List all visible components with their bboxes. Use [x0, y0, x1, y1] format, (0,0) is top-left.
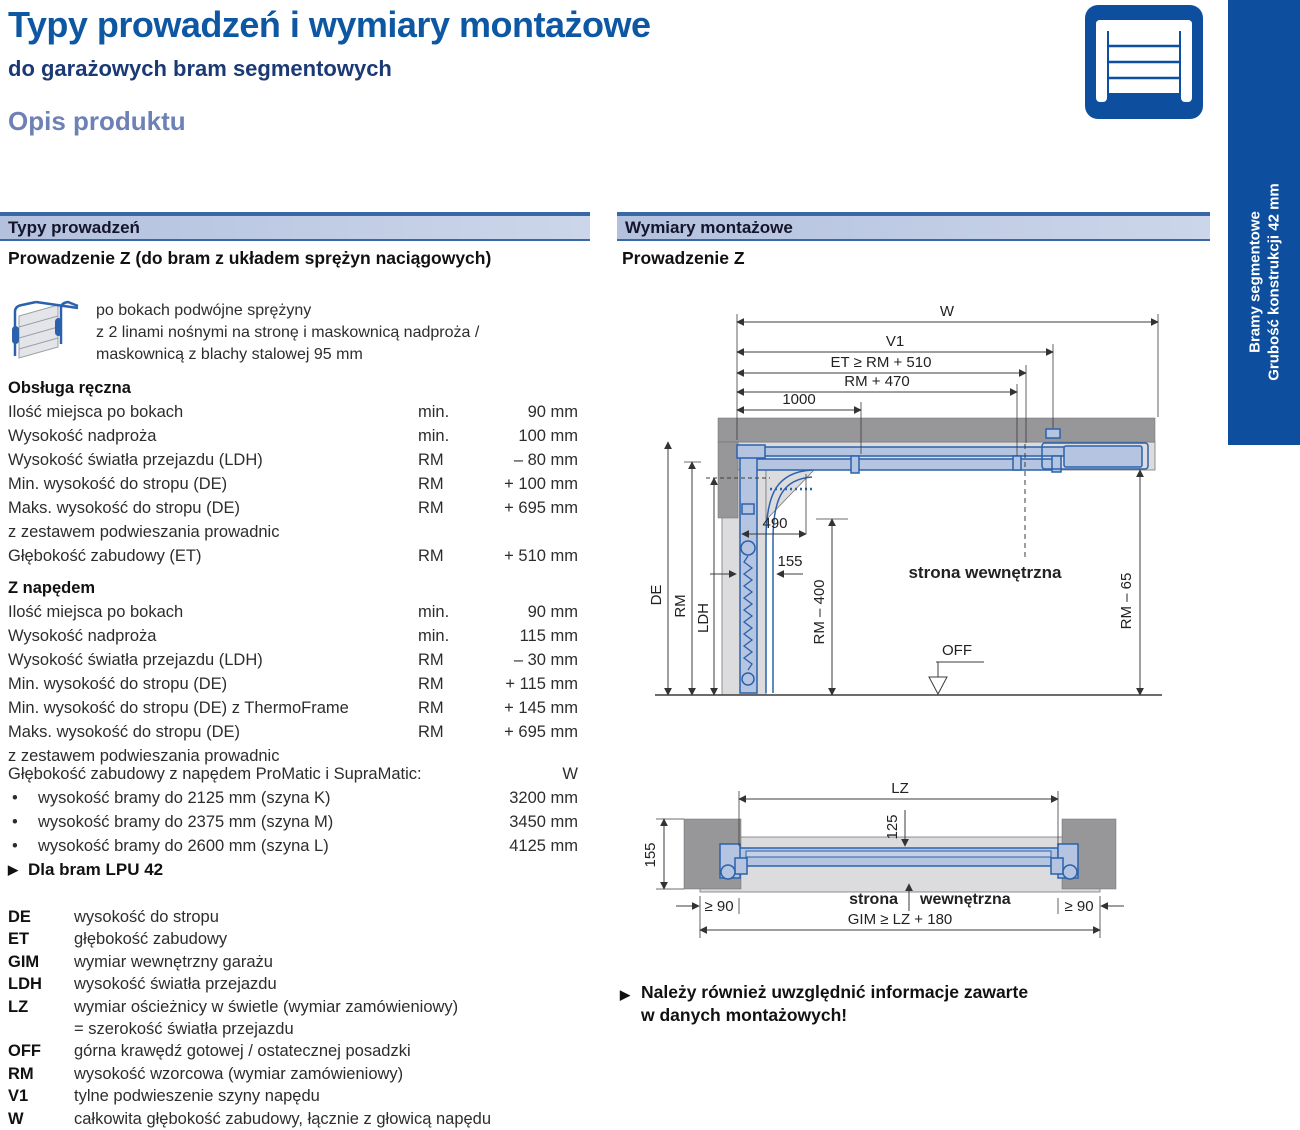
inner-side-label-right: wewnętrzna [920, 891, 1011, 908]
drive-heading: Z napędem [8, 579, 96, 597]
table-row: Min. wysokość do stropu (DE) RM + 115 mm [8, 675, 578, 693]
manual-operation-table [8, 376, 578, 568]
legend-row: = szerokość światła przejazdu [74, 1020, 294, 1039]
dim-490-label: 490 [762, 515, 788, 532]
floor-level-symbol [929, 677, 947, 694]
table-row: Min. wysokość do stropu (DE) z ThermoFrame RM + 145 mm [8, 699, 578, 717]
section-heading: Opis produktu [8, 106, 186, 136]
page-title: Typy prowadzeń i wymiary montażowe [8, 4, 651, 45]
manual-heading: Obsługa ręczna [8, 379, 131, 397]
dim-v1-label: V1 [885, 333, 905, 350]
pointer-icon: ▶ [620, 987, 630, 1002]
legend-row: W całkowita głębokość zabudowy, łącznie z głowicą napędu [8, 1109, 492, 1128]
dim-155-plan-label: 155 [642, 842, 659, 868]
dim-90-right-label: ≥ 90 [1064, 898, 1094, 915]
spring-console [737, 445, 765, 458]
dim-rm470-label: RM + 470 [844, 373, 910, 390]
right-section-bar-title: Wymiary montażowe [625, 218, 793, 237]
dim-rm-label: RM [672, 594, 689, 618]
legend-row: RM wysokość wzorcowa (wymiar zamówieniowy) [8, 1064, 404, 1083]
rail-ceiling-clamp [1046, 429, 1060, 438]
cable-drum [741, 541, 755, 555]
dim-w-label: W [939, 303, 955, 320]
chapter-tab-line2: Grubość konstrukcji 42 mm [1265, 183, 1283, 381]
operator-rail [742, 447, 1100, 456]
for-doors-note: ▶ Dla bram LPU 42 [8, 860, 164, 879]
table-row: Wysokość nadproża min. 115 mm [8, 627, 578, 645]
depth-heading-row [8, 762, 578, 786]
left-section-bar [0, 212, 590, 241]
right-section-bar [617, 212, 1210, 241]
abbreviation-legend [8, 906, 580, 1130]
with-operator-table [8, 576, 578, 768]
dim-ldh-label: LDH [695, 602, 712, 634]
pointer-icon: ▶ [8, 862, 18, 877]
track-feature-text: po bokach podwójne sprężyny z 2 linami nośnymi na stronę i maskownicą nadproża / maskownicą z blachy stalowej 95 mm [96, 302, 480, 363]
lintel-wall [718, 442, 738, 518]
dim-gim-label: GIM ≥ LZ + 180 [847, 911, 953, 928]
dim-90-left-label: ≥ 90 [704, 898, 734, 915]
installation-note [620, 981, 1028, 1027]
roller-right [1063, 865, 1077, 879]
roller-left [721, 865, 735, 879]
dim-1000-label: 1000 [782, 391, 816, 408]
table-row: • wysokość bramy do 2375 mm (szyna M) 3450 mm [12, 813, 578, 831]
legend-row: V1 tylne podwieszenie szyny napędu [8, 1087, 320, 1106]
dim-lz-label: LZ [891, 780, 909, 797]
installation-note-text: Należy również uwzględnić informacje zawarte w danych montażowych! [641, 982, 1029, 1025]
table-row: Ilość miejsca po bokach min. 90 mm [8, 603, 578, 621]
table-row: Min. wysokość do stropu (DE) RM + 100 mm [8, 475, 578, 493]
table-row: Maks. wysokość do stropu (DE) RM + 695 mm [8, 499, 578, 517]
dim-rm400-label: RM – 400 [811, 579, 828, 645]
depth-col-label: W [562, 765, 578, 783]
legend-row: GIM wymiar wewnętrzny garażu [8, 952, 273, 971]
dim-et-label: ET ≥ RM + 510 [830, 354, 932, 371]
roller-holder-left [735, 858, 747, 874]
door-leaf-face [746, 851, 1051, 857]
left-section-bar-title: Typy prowadzeń [8, 218, 140, 237]
bottom-roller [742, 673, 754, 685]
page-subtitle: do garażowych bram segmentowych [8, 56, 392, 81]
ceiling-slab [718, 418, 1155, 442]
off-label: OFF [942, 642, 972, 659]
plan-view-diagram [615, 770, 1200, 945]
sectional-door-icon [1085, 5, 1203, 121]
legend-row: OFF górna krawędź gotowej / ostatecznej posadzki [8, 1042, 411, 1061]
legend-row: ET głębokość zabudowy [8, 930, 228, 949]
roller-holder-right [1051, 858, 1063, 874]
table-row: • wysokość bramy do 2125 mm (szyna K) 3200 mm [12, 789, 578, 807]
side-view-diagram [615, 285, 1200, 715]
dim-rm65-label: RM – 65 [1118, 572, 1135, 630]
table-row: Wysokość światła przejazdu (LDH) RM – 30 mm [8, 651, 578, 669]
legend-row: LDH wysokość światła przejazdu [8, 975, 277, 994]
chapter-tab [1228, 0, 1300, 445]
z-track-schematic-icon [6, 294, 80, 364]
legend-row: LZ wymiar ościeżnicy w świetle (wymiar zamówieniowy) [8, 997, 459, 1016]
inner-side-label-left: strona [849, 891, 898, 908]
operator-head [1064, 446, 1142, 467]
table-row: Ilość miejsca po bokach min. 90 mm [8, 403, 578, 421]
chapter-tab-text [1229, 0, 1300, 445]
table-row: • wysokość bramy do 2600 mm (szyna L) 4125 mm [12, 837, 578, 855]
dim-155-label: 155 [777, 553, 803, 570]
table-row: z zestawem podwieszania prowadnic [8, 523, 280, 541]
roller-bracket [742, 504, 754, 514]
suspension-bracket-rear [1013, 456, 1021, 470]
door-leaf [740, 450, 757, 693]
depth-heading: Głębokość zabudowy z napędem ProMatic i SupraMatic: [8, 765, 422, 783]
table-row: Wysokość nadproża min. 100 mm [8, 427, 578, 445]
dim-125-label: 125 [884, 814, 901, 840]
table-row: Głębokość zabudowy (ET) RM + 510 mm [8, 547, 578, 565]
chapter-tab-line1: Bramy segmentowe [1246, 211, 1264, 353]
suspension-bracket-front [851, 456, 859, 473]
operator-depth-table [8, 762, 578, 858]
table-row: z zestawem podwieszania prowadnic [8, 747, 280, 765]
track-feature [6, 294, 479, 366]
inner-side-label: strona wewnętrzna [908, 563, 1062, 582]
table-row: Maks. wysokość do stropu (DE) RM + 695 mm [8, 723, 578, 741]
legend-row: DE wysokość do stropu [8, 908, 219, 926]
track-type-title: Prowadzenie Z (do bram z układem sprężyn naciągowych) [8, 248, 492, 268]
table-row: Wysokość światła przejazdu (LDH) RM – 80 mm [8, 451, 578, 469]
dim-de-label: DE [648, 584, 665, 606]
diagram-title: Prowadzenie Z [622, 248, 745, 268]
